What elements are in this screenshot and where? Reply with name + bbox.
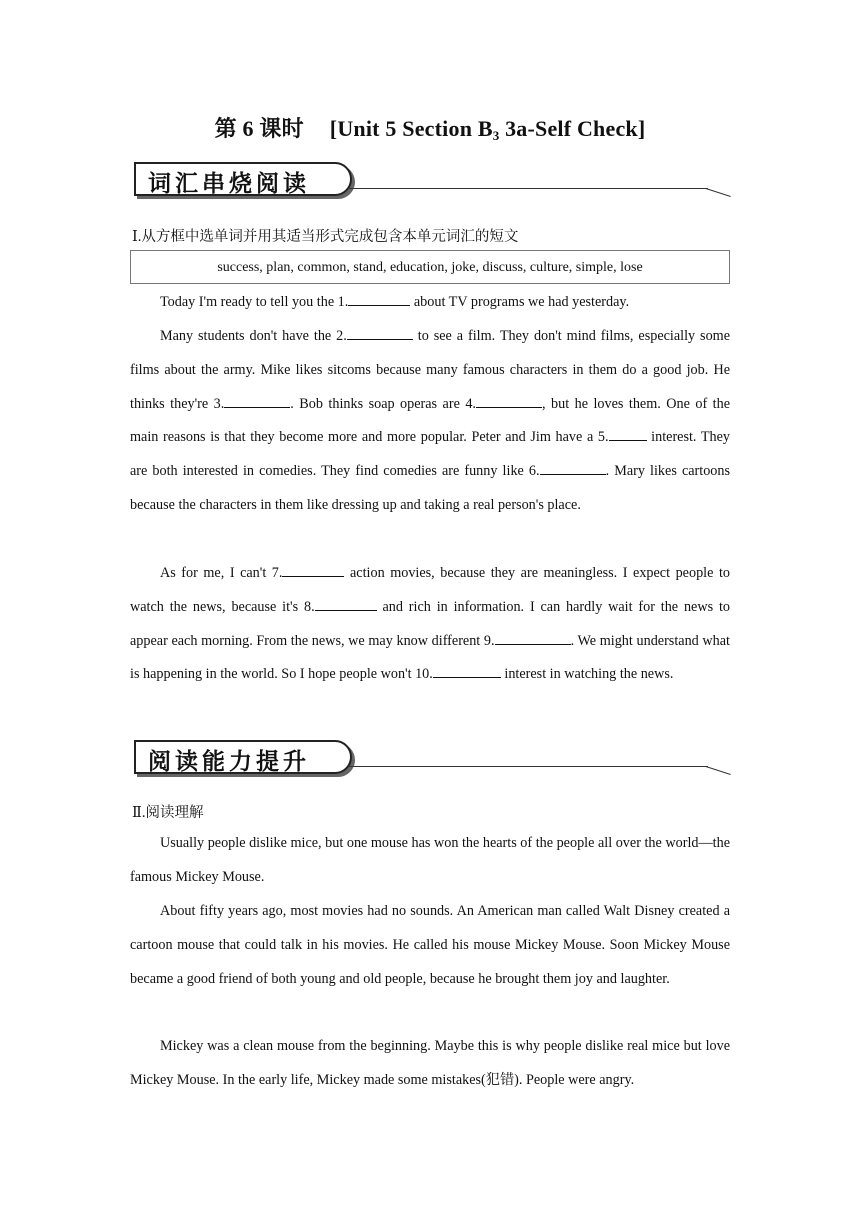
blank-2[interactable] bbox=[347, 325, 413, 340]
passage1-paragraph-1: Today I'm ready to tell you the 1. about TV programs we had yesterday. bbox=[130, 286, 730, 320]
lesson-label: 第 6 课时 bbox=[214, 116, 304, 141]
banner-divider-tail bbox=[703, 766, 731, 783]
banner-divider bbox=[348, 766, 708, 767]
blank-4[interactable] bbox=[476, 393, 542, 408]
blank-6[interactable] bbox=[540, 460, 606, 475]
section1-heading: Ⅰ.从方框中选单词并用其适当形式完成包含本单元词汇的短文 bbox=[132, 229, 519, 245]
blank-10[interactable] bbox=[433, 663, 501, 678]
blank-8[interactable] bbox=[315, 596, 377, 611]
banner-label: 阅读能力提升 bbox=[148, 749, 310, 775]
unit-subscript: 3 bbox=[492, 128, 500, 143]
blank-9[interactable] bbox=[495, 630, 571, 645]
banner-label: 词汇串烧阅读 bbox=[148, 171, 310, 197]
passage2-paragraph-3: Mickey was a clean mouse from the beginning. Maybe this is why people dislike real mice but love Mickey Mouse. In the early life, Mickey made some mistakes(犯错). People were angry. bbox=[130, 1038, 730, 1088]
section-banner-reading bbox=[132, 736, 732, 780]
banner-tag bbox=[134, 162, 352, 196]
section-banner-vocabulary bbox=[132, 158, 732, 202]
blank-7[interactable] bbox=[282, 562, 344, 577]
unit-label: [Unit 5 Section B bbox=[329, 116, 493, 141]
unit-suffix: 3a-Self Check] bbox=[499, 116, 646, 141]
banner-tag bbox=[134, 740, 352, 774]
section2-heading: Ⅱ.阅读理解 bbox=[132, 805, 204, 821]
banner-divider bbox=[348, 188, 708, 189]
passage2-paragraph-2: About fifty years ago, most movies had no sounds. An American man called Walt Disney created a cartoon mouse that could talk in his movies. He called his mouse Mickey Mouse. Soon Mickey Mouse became a good friend of both young and old people, because he brought them joy and laughter. bbox=[130, 903, 730, 987]
blank-1[interactable] bbox=[348, 291, 410, 306]
word-bank-box: success, plan, common, stand, education, joke, discuss, culture, simple, lose bbox=[130, 250, 730, 284]
blank-5[interactable] bbox=[609, 426, 647, 441]
banner-divider-tail bbox=[703, 188, 731, 205]
passage2-paragraph-1: Usually people dislike mice, but one mouse has won the hearts of the people all over the world—the famous Mickey Mouse. bbox=[130, 835, 730, 885]
passage1-paragraph-3: As for me, I can't 7. action movies, because they are meaningless. I expect people to watch the news, because it's 8. and rich in information. I can hardly wait for the news to appear each morning. From the news, we may know different 9. . We might understand what is happening in the world. So I hope people won't 10. interest in watching the news. bbox=[130, 557, 730, 692]
blank-3[interactable] bbox=[224, 393, 290, 408]
passage1-paragraph-2: Many students don't have the 2. to see a film. They don't mind films, especially some films about the army. Mike likes sitcoms because many famous characters in them do a good job. He thinks they're 3. . Bob thinks soap operas are 4. , but he loves them. One of the main reasons is that they become more and more popular. Peter and Jim have a 5. interest. They are both interested in comedies. They find comedies are funny like 6. . Mary likes cartoons because the characters in them like dressing up and taking a real person's place. bbox=[130, 320, 730, 523]
page-title bbox=[0, 112, 860, 144]
